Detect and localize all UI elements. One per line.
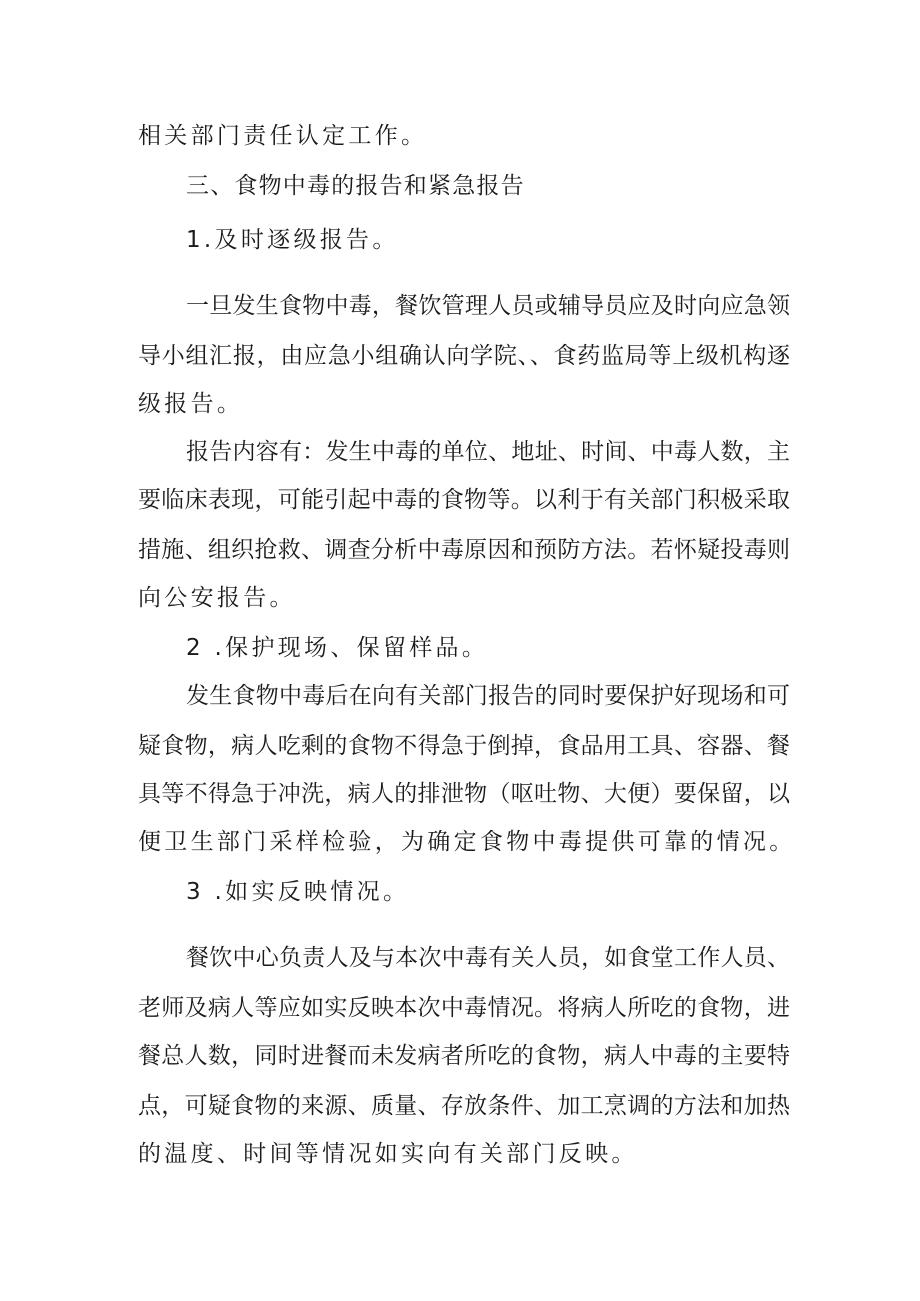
paragraph-line: 的温度、时间等情况如实向有关部门反映。 <box>138 1141 638 1167</box>
paragraph-line: 便卫生部门采样检验，为确定食物中毒提供可靠的情况。 <box>138 829 796 855</box>
paragraph-line: 导小组汇报，由应急小组确认向学院、、食药监局等上级机构逐 <box>138 343 790 369</box>
paragraph-line: 措施、组织抢救、调查分析中毒原因和预防方法。若怀疑投毒则 <box>138 537 790 563</box>
paragraph-line: 向公安报告。 <box>138 585 296 611</box>
paragraph-line: 具等不得急于冲洗，病人的排泄物（呕吐物、大便）要保留，以 <box>138 781 790 807</box>
paragraph-line: 餐饮中心负责人及与本次中毒有关人员，如食堂工作人员、 <box>186 945 790 971</box>
paragraph-line: 报告内容有：发生中毒的单位、地址、时间、中毒人数，主 <box>186 439 790 465</box>
paragraph-line: 疑食物，病人吃剩的食物不得急于倒掉，食品用工具、容器、餐 <box>138 733 790 759</box>
paragraph-line: 点，可疑食物的来源、质量、存放条件、加工烹调的方法和加热 <box>138 1093 790 1119</box>
paragraph-line: 餐总人数，同时进餐而未发病者所吃的食物，病人中毒的主要特 <box>138 1043 790 1069</box>
paragraph-line: 老师及病人等应如实反映本次中毒情况。将病人所吃的食物，进 <box>138 995 790 1021</box>
subsection-heading: 2 .保护现场、保留样品。 <box>186 635 489 661</box>
subsection-number-1: 1.及时逐级报告。 <box>186 227 399 253</box>
paragraph-line: 相关部门责任认定工作。 <box>138 123 428 149</box>
subsection-heading: 3 .如实反映情况。 <box>186 879 410 905</box>
paragraph-line: 一旦发生食物中毒，餐饮管理人员或辅导员应及时向应急领 <box>186 293 790 319</box>
paragraph-line: 发生食物中毒后在向有关部门报告的同时要保护好现场和可 <box>186 683 790 709</box>
paragraph-line: 级报告。 <box>138 391 244 417</box>
paragraph-line: 要临床表现，可能引起中毒的食物等。以利于有关部门积极采取 <box>138 487 790 513</box>
section-heading: 三、食物中毒的报告和紧急报告 <box>186 173 525 199</box>
subsection-heading <box>186 224 399 256</box>
